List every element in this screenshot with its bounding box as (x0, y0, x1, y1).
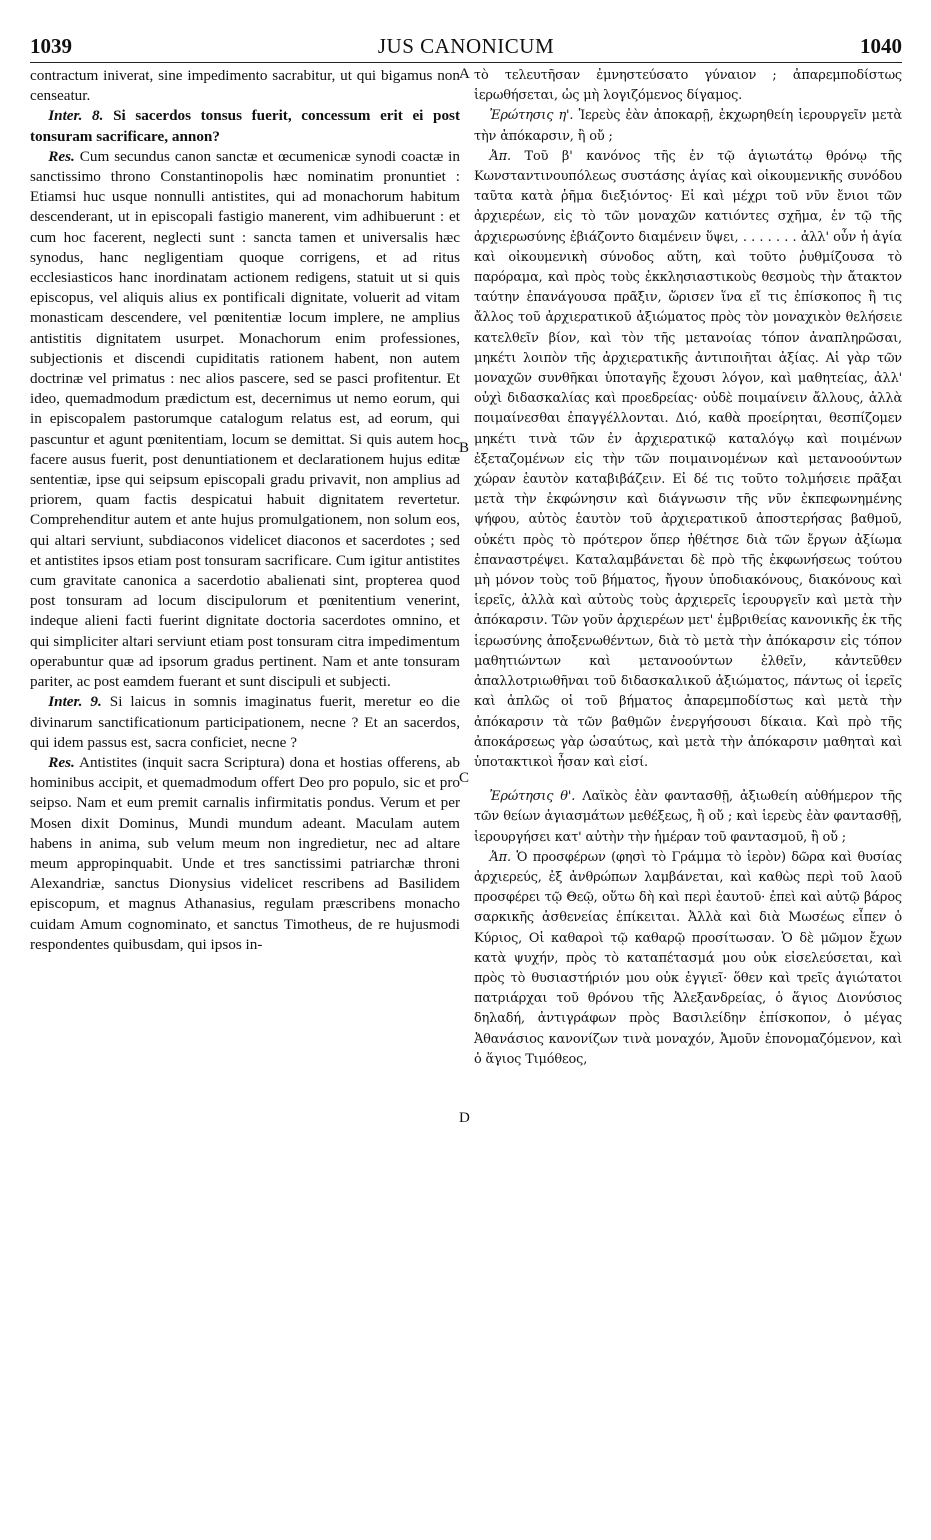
response-label: Res. (48, 147, 75, 165)
response-label: Res. (48, 753, 75, 771)
latin-paragraph: Res. Cum secundus canon sanctæ et œcumenicæ synodi coactæ in sanctissimo throno Constantinopolis hæc nominatim pronuntiet : Etiamsi huc usque nonnulli antistites, qui ad monachorum habitum descenderant, ut in episcopali fastigio manerent, vim adhibuerunt : et cum hoc facerent, neglecti sunt : sancta tamen et universalis hæc synodus, hanc negligentiam quoque corrigens, et ad ritus ecclesiasticos hanc inordinatam actionem redigens, statuit ut si quis episcopus, vel aliquis alius ex pontificali dignitate, voluerit ad vitam monasticam descendere, vel pœnitentiæ locum implere, ne amplius antistitis dignitatem usurpet. Monachorum enim professiones, subjectionis et discendi cupiditatis rationem habent, non autem doctrinæ vel primatus : nec alios pascere, sed se pasci profitentur. Et ideo, quemadmodum prædictum est, decernimus ut nemo eorum, qui in episcopalem pastorumque catalogum relatus est, ad eorum, qui pascuntur et agunt pœnitentiam, locum se demittat. Si quis autem hoc facere ausus fuerit, post denuntiationem et declarationem hujus editæ sententiæ, ipse qui seipsum episcopali gradu privavit, non amplius ad priorem, quam factis despicatui habuit dignitatem revertetur. Comprehenditur autem et ante hujus promulgationem, non solum eos, qui altari serviunt, subdiaconos videlicet diaconos et sacerdotes ; sed et antistites ipsos etiam post tonsuram sacrificare. Cum igitur antistites cum gravitate canonica a sacerdotio abalienati sint, propterea quod post tonsuram ad locum discipulorum et pœnitentium venerint, indeque alieni facti fuerint dignitate doctoria sacerdotes omnino, et qui simpliciter altari serviunt etiam post tonsuram citra impedimentum operabuntur quæ ad ipsorum gradus pertinent. Nam et ante tonsuram pariter, ac post eamdem fuerant et sunt discipuli et subjecti. (30, 147, 460, 691)
question-label: Inter. 9. (48, 693, 102, 711)
margin-letter-d: D (459, 1110, 470, 1126)
latin-paragraph: Res. Antistites (inquit sacra Scriptura) dona et hostias offerens, ab hominibus accipit, et quemadmodum offert Deo pro populo, sic et pro seipso. Nam et eum premit carnalis infirmitatis pondus. Verum et per Mosen dixit Dominus, Mundi mundum adeant. Maculam autem habens in anima, sub velum meum non ingredietur, nec ad altare meum appropinquabit. Unde et tres sanctissimi patriarchæ throni Alexandriæ, sanctus Dionysius videlicet rescribens ad Basilidem episcopum, et magnus Athanasius, regulam præscribens monacho cuidam Amum cognominato, et sanctus Timotheus, de re hujusmodi respondentes quibusdam, qui ipsos in- (30, 753, 460, 953)
greek-paragraph: τὸ τελευτῆσαν ἐμνηστεύσατο γύναιον ; ἀπαρεμποδίστως ἱερωθήσεται, ὡς μὴ λογιζόμενος δίγαμος. (474, 68, 902, 104)
latin-column (30, 66, 460, 955)
greek-paragraph: Ἀπ. Ὁ προσφέρων (φησὶ τὸ Γράμμα τὸ ἱερὸν) δῶρα καὶ θυσίας ἀρχιερεύς, ἐξ ἀνθρώπων λαμβάνεται, καὶ καθὼς περὶ τοῦ λαοῦ προσφέρει τῷ Θεῷ, οὕτω δὴ καὶ περὶ ἑαυτοῦ· ἐπεὶ καὶ αὐτῷ βάρος σαρκικῆς ἀσθενείας ἐπίκειται. Ἀλλὰ καὶ διὰ Μωσέως εἶπεν ὁ Κύριος, Οἱ καθαροὶ τῷ καθαρῷ προσίτωσαν. Ὁ δὲ μῶμον ἔχων κατὰ ψυχήν, πρὸς τὸ καταπέτασμά μου οὐκ εἰσελεύσεται, καὶ πρὸς τὸ θυσιαστήριόν μου οὐκ ἐγγιεῖ· ὅθεν καὶ τρεῖς ἁγιώτατοι πατριάρχαι τοῦ θρόνου τῆς Ἀλεξανδρείας, ὁ ἅγιος Διονύσιος δηλαδή, ἀντιγράφων πρὸς Βασιλείδην ἐπίσκοπον, ὁ μέγας Ἀθανάσιος κανονίζων τινὰ μοναχόν, Ἀμοῦν ἐπονομαζόμενον, καὶ ὁ ἅγιος Τιμόθεος, (474, 849, 902, 1067)
margin-letter-a: A (459, 66, 470, 82)
latin-paragraph: Inter. 8. Si sacerdos tonsus fuerit, concessum erit ei post tonsuram sacrificare, annon? (30, 107, 461, 145)
page-header (30, 34, 902, 62)
question-label: Inter. 8. (48, 107, 104, 125)
running-title: JUS CANONICUM (377, 34, 555, 58)
greek-paragraph: Ἀπ. Τοῦ β' κανόνος τῆς ἐν τῷ ἁγιωτάτῳ θρόνῳ τῆς Κωνσταντινουπόλεως συστάσης ἁγίας καὶ οἰκουμενικῆς συνόδου ταῦτα κατὰ ῥῆμα διεξιόντος· Εἰ καὶ μέχρι τοῦ νῦν ἔνιοι τῶν ἀρχιερέων, εἰς τὸ τῶν μοναχῶν κατιόντες σχῆμα, ἐν τῷ τῆς ἀρχιερωσύνης ἐβιάζοντο διαμένειν ὕψει, . . . . . . . ἀλλ' οὖν ἡ ἁγία καὶ οἰκουμενικὴ σύνοδος αὕτη, καὶ τοῦτο ῥυθμίζουσα τὸ παρόραμα, καὶ πρὸς τοὺς ἐκκλησιαστικοὺς θεσμοὺς τὴν ἄτακτον ταύτην ἐπανάγουσα πρᾶξιν, ὥρισεν ἵνα εἴ τις ἐπίσκοπος ἢ τις ἄλλος τοῦ ἀρχιερατικοῦ ἀξιώματος πρὸς τὸν μοναχικὸν θελήσειε κατελθεῖν βίον, καὶ τὸν τῆς μετανοίας τόπον ἀναπληρῶσαι, μηκέτι λοιπὸν τῆς ἀρχιερατικῆς ἀντιποιῆται ἀξίας. Αἱ γὰρ τῶν μοναχῶν συνθῆκαι ὑποταγῆς ἔχουσι λόγον, καὶ μαθητείας, ἀλλ' οὐχὶ διδασκαλίας καὶ προεδρείας· οὐδὲ ποιμαίνειν ἄλλους, ἀλλὰ ποιμαίνεσθαι ἐπαγγέλλονται. Διό, καθὰ προείρηται, θεσπίζομεν μηκέτι τινὰ τῶν ἐν ἀρχιερατικῷ καταλόγῳ καὶ ποιμένων ἐξεταζομένων εἰς τὴν τῶν ποιμαινομένων καὶ μετανοούντων χώραν ἑαυτὸν καταβιβάζειν. Εἰ δέ τις τοῦτο τολμήσειε πρᾶξαι μετὰ τὴν ἐκφώνησιν καὶ διάγνωσιν τῆς νῦν ἐκπεφωνημένης ψήφου, αὐτὸς ἑαυτὸν τοῦ ἀρχιερατικοῦ ἀποστερήσας βαθμοῦ, οὐκέτι πρὸς τὸ πρότερον ὅπερ ἠθέτησε διὰ τῶν ἔργων ἀξίωμα ἐπαναστρέψει. Καταλαμβάνεται δὲ πρὸ τῆς ἐκφωνήσεως τούτου μὴ μόνον τοὺς τοῦ βήματος, ἤγουν ὑποδιακόνους, διακόνους καὶ ἱερεῖς, ἀλλὰ καὶ αὐτοὺς τοὺς ἀρχιερεῖς ἱερουργεῖν καὶ μετὰ τὴν ἀπόκαρσιν. Τῶν γοῦν ἀρχιερέων μετ' ἐμβριθείας κανονικῆς ἐκ τῆς ἱερωσύνης ἀποξενωθέντων, διὰ τὸ μετὰ τὴν ἀπόκαρσιν εἰς τόπον μαθητιώντων καὶ μετανοούντων ἐλθεῖν, κἀντεῦθεν ἀπαλλοτριωθῆναι τοῦ διδασκαλικοῦ ἀξιώματος, πάντως οἱ ἱερεῖς καὶ ἁπλῶς οἱ τοῦ βήματος ἀπαρεμποδίστως καὶ μετὰ τὴν ἀπόκαρσιν τὰ τῶν βαθμῶν ἐνεργήσουσι δίκαια. Καὶ πρὸ τῆς ἀποκάρσεως γὰρ ὡσαύτως, καὶ μετὰ τὴν ἀπόκαρσιν μαθηταὶ καὶ ὑποτακτικοὶ ἦσαν καὶ εἰσί. (474, 148, 902, 770)
header-rule (30, 62, 902, 63)
response-label: Ἀπ. (489, 148, 511, 164)
margin-letter-b: B (459, 440, 470, 456)
page-number-right: 1040 (860, 34, 902, 58)
margin-letter-c: C (459, 770, 470, 786)
latin-paragraph: Inter. 9. Si laicus in somnis imaginatus fuerit, meretur eo die divinarum sanctificationum participationem, necne ? Et an sacerdos, qui idem passus est, sacra conficiet, necne ? (30, 693, 461, 751)
greek-paragraph: Ἐρώτησις η'. Ἱερεὺς ἐὰν ἀποκαρῇ, ἐκχωρηθείη ἱερουργεῖν μετὰ τὴν ἀπόκαρσιν, ἢ οὔ ; (474, 108, 902, 144)
page-number-left: 1039 (30, 34, 72, 58)
response-label: Ἀπ. (489, 849, 511, 865)
latin-paragraph: contractum iniverat, sine impedimento sacrabitur, ut qui bigamus non censeatur. (30, 67, 460, 105)
question-label: Ἐρώτησις θ'. (489, 789, 576, 805)
question-label: Ἐρώτησις η'. (489, 108, 574, 124)
greek-paragraph: Ἐρώτησις θ'. Λαϊκὸς ἐὰν φαντασθῇ, ἀξιωθείη αὐθήμερον τῆς τῶν θείων ἁγιασμάτων μεθέξεως, ἢ οὔ ; καὶ ἱερεὺς ἐὰν φαντασθῇ, ἱερουργήσει κατ' αὐτὴν τὴν ἡμέραν τοῦ φαντασμοῦ, ἢ οὔ ; (474, 789, 902, 845)
greek-column (474, 66, 902, 1070)
